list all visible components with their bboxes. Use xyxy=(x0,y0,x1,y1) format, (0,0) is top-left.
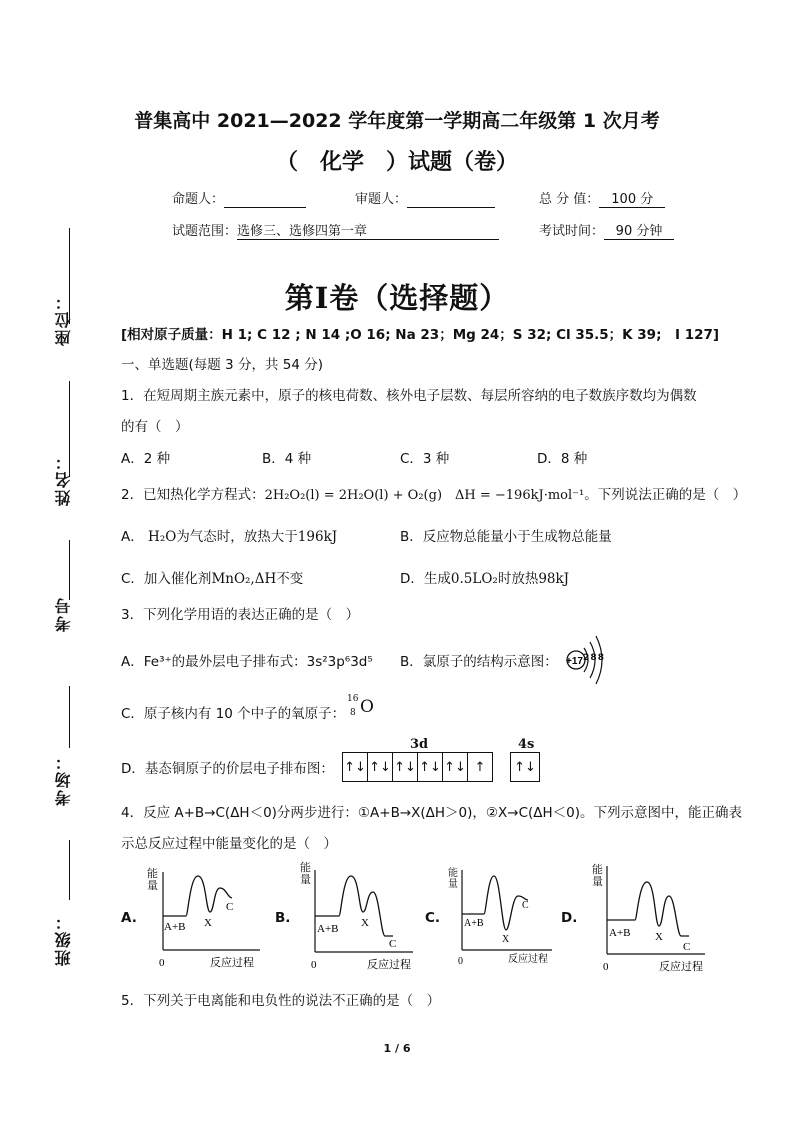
q1-stem-line1: 1．在短周期主族元素中，原子的核电荷数、核外电子层数、每层所容纳的电子数族序数均为偶数 xyxy=(121,388,697,404)
diagram-a-x: X xyxy=(204,917,212,929)
orbital-3d-6: ↑ xyxy=(474,759,486,775)
diagram-d-x: X xyxy=(655,931,663,943)
orbital-4s-box xyxy=(510,752,540,782)
diagram-d-ylabel: 能量 xyxy=(592,863,603,888)
orbital-3d-1: ↑↓ xyxy=(343,753,368,781)
orbital-3d-4: ↑↓ xyxy=(418,753,443,781)
q2-option-c[interactable] xyxy=(121,567,303,587)
time-field xyxy=(539,220,674,240)
diagram-c-xlabel: 反应过程 xyxy=(508,954,548,965)
label-3d: 3d xyxy=(410,737,429,752)
scope-value: 选修三、选修四第一章 xyxy=(237,220,499,240)
q4-stem-line1: 4．反应 A+B→C(ΔH＜0)分两步进行：①A+B→X(ΔH＞0)，②X→C(ΔH＜0)。下列示意图中，能正确表 xyxy=(121,805,743,821)
time-value: 90 分钟 xyxy=(604,220,674,240)
diagram-d-origin: 0 xyxy=(603,961,609,973)
q3-stem: 3．下列化学用语的表达正确的是（ ） xyxy=(121,607,360,623)
q3-option-c[interactable]: C．原子核内有 10 个中子的氧原子： xyxy=(121,706,346,722)
time-label: 考试时间： xyxy=(539,224,605,239)
author-field xyxy=(172,188,306,208)
q1-option-c[interactable]: C．3 种 xyxy=(400,451,450,467)
q1-option-d[interactable]: D．8 种 xyxy=(537,451,588,467)
exam-title: 普集高中 2021—2022 学年度第一学期高二年级第 1 次月考 xyxy=(134,110,660,132)
q4-stem-line2: 示总反应过程中能量变化的是（ ） xyxy=(121,836,337,852)
diagram-a-c: C xyxy=(226,901,234,913)
reviewer-label: 审题人： xyxy=(355,192,408,207)
seat-label: 座位： xyxy=(54,292,73,346)
diagram-b-c: C xyxy=(389,938,397,950)
oxygen-mass-number: 16 xyxy=(347,694,359,704)
scope-field xyxy=(172,220,499,240)
q1-stem-line2: 的有（ ） xyxy=(121,419,189,435)
diagram-c-origin: 0 xyxy=(458,956,463,967)
q2-option-b[interactable]: B．反应物总能量小于生成物总能量 xyxy=(400,529,612,545)
q2-option-d-label: D．生成 xyxy=(400,571,451,587)
oxygen-symbol: O xyxy=(360,697,374,717)
diagram-b-x: X xyxy=(361,917,369,929)
q4-option-a[interactable]: A. xyxy=(121,910,137,926)
diagram-c-reactants: A+B xyxy=(464,918,484,929)
exam-no-line xyxy=(69,540,70,600)
q3-option-b[interactable]: B．氯原子的结构示意图： xyxy=(400,654,558,670)
section-title: 第Ⅰ卷（选择题） xyxy=(284,281,510,315)
q4-option-d[interactable]: D. xyxy=(561,910,578,926)
diagram-d-c: C xyxy=(683,941,691,953)
score-field xyxy=(539,188,665,208)
diagram-b-xlabel: 反应过程 xyxy=(367,959,411,971)
q1-option-a[interactable]: A．2 种 xyxy=(121,451,171,467)
label-4s: 4s xyxy=(518,737,535,752)
exam-subtitle: （ 化学 ）试题（卷） xyxy=(275,150,518,175)
orbital-3d-box xyxy=(342,752,493,782)
q3-option-d[interactable]: D．基态铜原子的价层电子排布图： xyxy=(121,761,334,777)
q2-option-a[interactable] xyxy=(121,525,337,545)
exam-no-label: 考号 xyxy=(54,596,73,632)
energy-diagram-a xyxy=(140,862,270,972)
q2-option-d[interactable] xyxy=(400,567,569,587)
name-label: 姓名： xyxy=(54,452,73,506)
page-number: 1 / 6 xyxy=(383,1042,411,1055)
diagram-d-reactants: A+B xyxy=(609,927,631,939)
score-label: 总 分 值： xyxy=(539,192,600,207)
author-label: 命题人： xyxy=(172,192,225,207)
q1-option-b[interactable]: B．4 种 xyxy=(262,451,312,467)
q2-stem-text: 2．已知热化学方程式： xyxy=(121,487,265,503)
scope-label: 试题范围： xyxy=(172,224,238,239)
orbital-3d-3: ↑↓ xyxy=(393,753,418,781)
diagram-b-ylabel: 能量 xyxy=(300,861,311,886)
chlorine-shells: 2 8 8 xyxy=(583,653,604,663)
q2-option-c-text: MnO₂,ΔH不变 xyxy=(211,571,304,587)
diagram-c-x: X xyxy=(502,934,510,945)
orbital-3d-5: ↑↓ xyxy=(443,753,468,781)
author-blank[interactable] xyxy=(224,192,306,208)
q2-option-a-text: H₂O为气态时，放热大于196kJ xyxy=(148,529,338,545)
q3-option-a[interactable]: A．Fe³⁺的最外层电子排布式：3s²3p⁶3d⁵ xyxy=(121,654,373,670)
score-value: 100 分 xyxy=(599,188,665,208)
q2-stem xyxy=(121,483,746,503)
q2-equation: 2H₂O₂(l) = 2H₂O(l) + O₂(g) ΔH = −196kJ·mol⁻¹ xyxy=(264,488,585,503)
diagram-a-reactants: A+B xyxy=(164,921,186,933)
diagram-d-xlabel: 反应过程 xyxy=(659,961,703,973)
q2-stem-tail: 。下列说法正确的是（ ） xyxy=(584,487,747,503)
energy-diagram-b xyxy=(293,856,423,974)
room-line xyxy=(69,686,70,748)
diagram-a-ylabel: 能量 xyxy=(147,867,158,892)
diagram-b-reactants: A+B xyxy=(317,923,339,935)
orbital-3d-2: ↑↓ xyxy=(368,753,393,781)
diagram-c-ylabel: 能量 xyxy=(448,868,458,890)
q4-option-b[interactable]: B. xyxy=(275,910,291,926)
chlorine-nucleus: +17 xyxy=(566,656,583,667)
q5-stem: 5．下列关于电离能和电负性的说法不正确的是（ ） xyxy=(121,993,441,1009)
q4-option-c[interactable]: C. xyxy=(425,910,441,926)
class-label: 班级： xyxy=(54,912,73,966)
diagram-c-c: C xyxy=(522,900,529,911)
class-line xyxy=(69,840,70,900)
q2-option-a-label: A． xyxy=(121,529,144,545)
diagram-a-xlabel: 反应过程 xyxy=(210,957,254,969)
reviewer-blank[interactable] xyxy=(407,192,495,208)
q2-option-c-label: C．加入催化剂 xyxy=(121,571,212,587)
atomic-masses: [相对原子质量：H 1; C 12 ; N 14 ;O 16; Na 23；Mg 24；S 32; Cl 35.5；K 39; I 127] xyxy=(121,327,720,343)
oxygen-isotope xyxy=(347,694,377,724)
diagram-a-origin: 0 xyxy=(159,957,165,969)
room-label: 考场： xyxy=(54,752,73,806)
part-one-heading: 一、单选题(每题 3 分，共 54 分) xyxy=(121,357,323,373)
reviewer-field xyxy=(355,188,495,208)
diagram-b-origin: 0 xyxy=(311,959,317,971)
q2-option-d-text: 0.5LO₂时放热98kJ xyxy=(450,571,570,587)
oxygen-atomic-number: 8 xyxy=(350,708,356,718)
orbital-4s-1: ↑↓ xyxy=(514,759,536,775)
